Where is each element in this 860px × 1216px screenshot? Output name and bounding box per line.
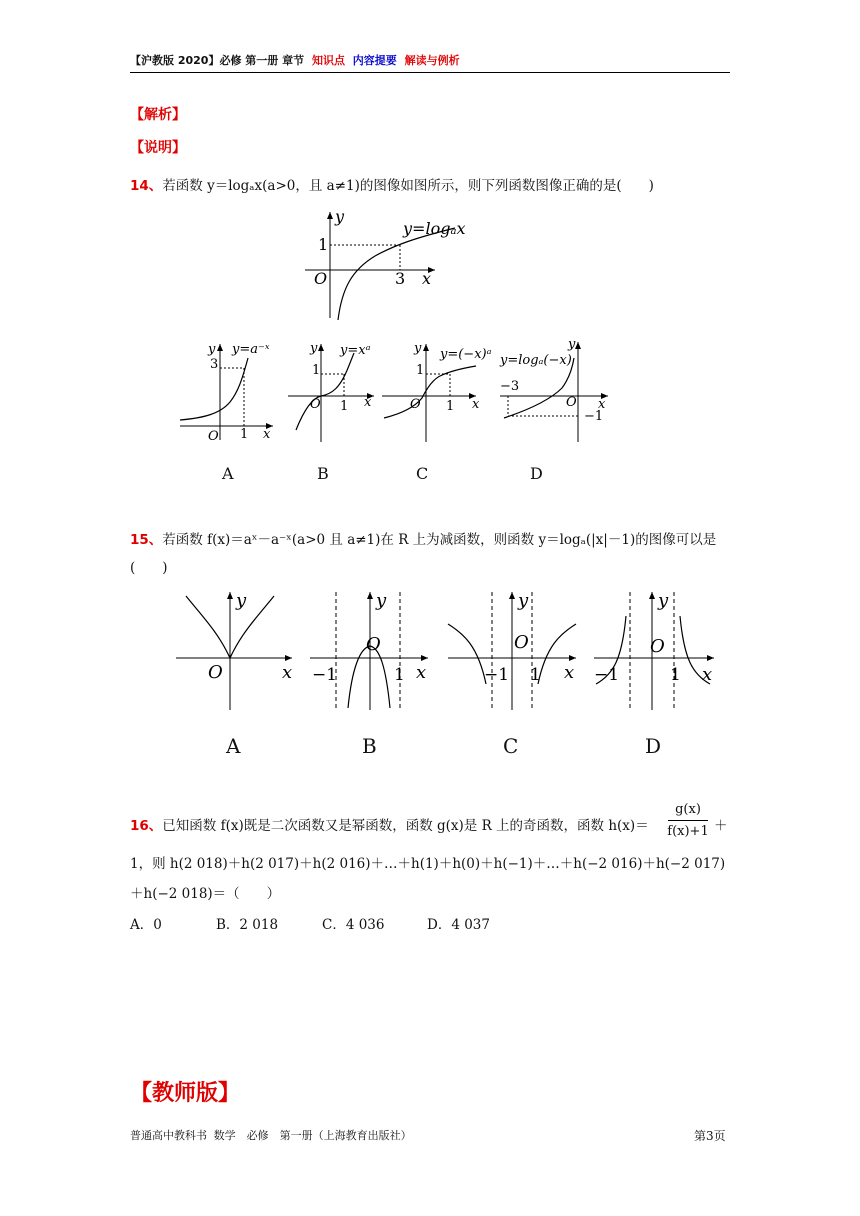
svg-text:x: x [263, 427, 271, 442]
svg-text:y: y [414, 341, 422, 356]
tick-label: 1 [312, 363, 321, 378]
tick-label: −1 [484, 665, 510, 685]
svg-text:O: O [650, 636, 665, 657]
svg-text:y: y [518, 590, 529, 611]
curve-label: y=xᵃ [340, 343, 371, 358]
choice-d: D．4 037 [427, 917, 490, 933]
axis-x-label: x [422, 269, 432, 288]
svg-text:x: x [364, 395, 372, 410]
tick-label: 1 [670, 665, 681, 685]
svg-text:x: x [416, 662, 427, 683]
tick-label: 1 [530, 665, 541, 685]
option-letter-a: A [226, 734, 241, 758]
curve-label: y=logₐ(−x) [500, 353, 572, 368]
q14-option-c-graph [380, 338, 495, 448]
option-letter-c: C [416, 464, 429, 483]
svg-text:O: O [310, 397, 321, 412]
fraction-tail: ＋ [714, 818, 728, 834]
tick-label: 3 [210, 357, 219, 372]
axis-y-label: y [335, 208, 345, 226]
question-number: 14、 [130, 178, 163, 194]
q14-main-graph [300, 208, 480, 323]
choice-b: B．2 018 [216, 917, 279, 933]
svg-text:O: O [514, 632, 529, 653]
q15-option-c-graph [444, 588, 584, 713]
q15-option-a-graph [172, 588, 302, 713]
teacher-edition-label: 【教师版】 [130, 1081, 241, 1106]
svg-text:O: O [366, 634, 381, 655]
tick-label: 1 [340, 399, 349, 414]
option-letter-d: D [645, 734, 662, 758]
tick-label: 1 [318, 235, 329, 254]
option-letter-c: C [503, 734, 519, 758]
svg-text:y: y [376, 590, 387, 611]
svg-text:y: y [568, 338, 576, 352]
tick-label: −3 [500, 379, 520, 394]
footer-book-title: 普通高中教科书 数学 必修 第一册（上海教育出版社） [130, 1129, 412, 1142]
option-letter-b: B [317, 464, 329, 483]
header-knowledge-points: 知识点 [311, 54, 345, 67]
svg-text:O: O [208, 662, 223, 683]
fraction-denominator: f(x)+1 [667, 824, 709, 839]
tick-label: −1 [584, 409, 604, 424]
option-letter-b: B [362, 734, 377, 758]
question-15 [130, 528, 716, 548]
question-15-line2: ( ) [130, 560, 168, 576]
fraction-numerator: g(x) [675, 802, 701, 817]
svg-text:O: O [410, 397, 421, 412]
question-16-line2: 1，则 h(2 018)＋h(2 017)＋h(2 016)＋…＋h(1)＋h(0)＋h(−1)＋…＋h(−2 016)＋h(−2 017) [130, 856, 726, 872]
svg-text:y: y [310, 341, 318, 356]
choice-c: C．4 036 [322, 917, 385, 933]
svg-text:x: x [282, 662, 293, 683]
header-analysis: 解读与例析 [404, 54, 460, 67]
tick-label: 1 [240, 427, 249, 442]
choice-a: A．0 [130, 917, 162, 933]
svg-text:x: x [564, 662, 575, 683]
tick-label: 1 [416, 363, 425, 378]
svg-text:O: O [566, 395, 577, 410]
header-title: 【沪教版 2020】必修 第一册 章节 [130, 54, 305, 67]
q14-option-b-graph [286, 338, 381, 448]
header-content-summary: 内容提要 [352, 54, 397, 67]
question-16-line3: ＋h(−2 018)＝（ ） [130, 886, 281, 902]
q14-option-a-graph [178, 338, 278, 448]
question-number: 15、 [130, 532, 163, 548]
origin-label: O [314, 269, 328, 288]
question-14 [130, 174, 654, 194]
footer-page-number: 第3页 [694, 1129, 726, 1143]
curve-label: y=a⁻ˣ [232, 342, 270, 357]
section-jiexi: 【解析】 [130, 107, 186, 123]
option-letter-d: D [530, 464, 543, 483]
tick-label: 1 [394, 665, 405, 685]
svg-text:O: O [208, 429, 219, 444]
tick-label: −1 [312, 665, 338, 685]
svg-text:y: y [236, 590, 247, 611]
question-number: 16、 [130, 818, 163, 834]
page-header [130, 52, 460, 68]
curve-label: y=logₐx [403, 219, 466, 238]
curve-label: y=(−x)ᵃ [440, 347, 492, 362]
svg-text:x: x [702, 664, 713, 685]
question-text: 已知函数 f(x)既是二次函数又是幂函数，函数 g(x)是 R 上的奇函数，函数 h(x)＝ [162, 818, 649, 834]
q14-option-d-graph [498, 338, 613, 448]
question-text: 若函数 f(x)＝aˣ－a⁻ˣ(a>0 且 a≠1)在 R 上为减函数，则函数 y＝logₐ(|x|－1)的图像可以是 [162, 532, 717, 548]
q15-option-b-graph [306, 588, 436, 713]
header-rule [130, 72, 730, 73]
tick-label: −1 [594, 665, 620, 685]
tick-label: 3 [395, 269, 406, 288]
svg-text:y: y [658, 590, 669, 611]
svg-text:x: x [472, 397, 480, 412]
option-letter-a: A [222, 464, 234, 483]
svg-text:x: x [598, 397, 606, 412]
q15-option-d-graph [590, 588, 720, 713]
question-text: 若函数 y＝logₐx(a>0，且 a≠1)的图像如图所示，则下列函数图像正确的是( ) [162, 178, 654, 194]
svg-text:y: y [208, 342, 216, 357]
section-shuoming: 【说明】 [130, 140, 186, 156]
question-16 [130, 814, 649, 834]
tick-label: 1 [446, 399, 455, 414]
fraction-bar [668, 820, 708, 821]
